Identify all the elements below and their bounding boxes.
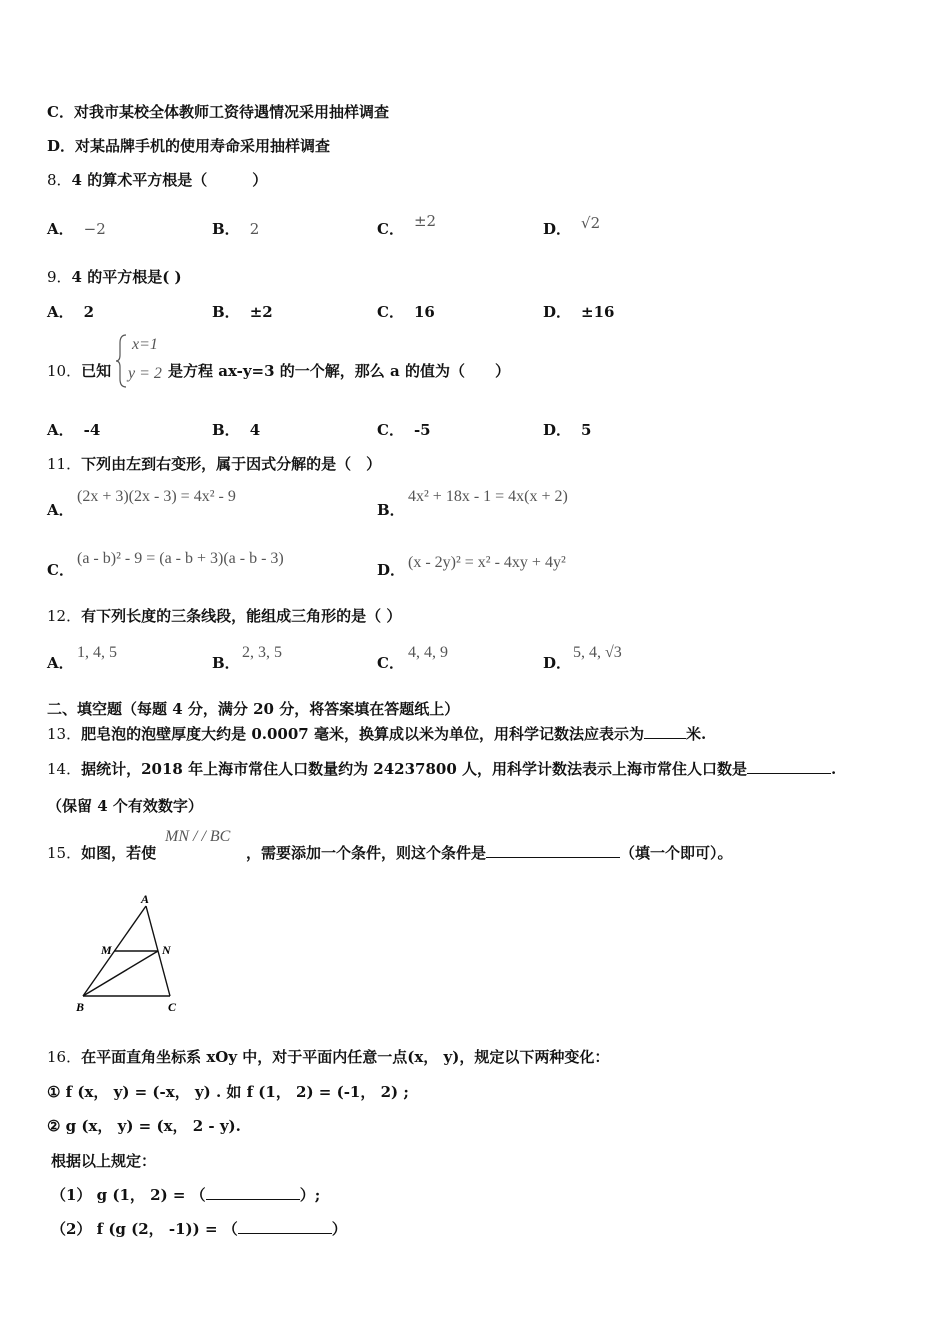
q9-option-a-value: 2 [83, 303, 95, 321]
q15-mid: ，需要添加一个条件，则这个条件是 [246, 844, 487, 862]
q14-answer-blank[interactable] [747, 759, 831, 774]
q9-stem [47, 267, 182, 287]
q9-option-d-label: D． [543, 303, 572, 321]
q15-answer-blank[interactable] [486, 843, 620, 858]
q11-stem [47, 454, 381, 474]
q8-option-b-label: B． [212, 220, 240, 238]
q14-number: 14． [47, 760, 82, 778]
q10-option-c-label: C． [377, 421, 404, 439]
q8-option-c-label: C． [377, 220, 404, 238]
q16-sub-2 [51, 1219, 347, 1239]
q8-option-a-label: A． [47, 220, 74, 238]
q9-option-d-value: ±16 [581, 303, 615, 321]
q10-option-a-value: -4 [83, 421, 101, 439]
q10-option-d-label: D． [543, 421, 572, 439]
q8-number: 8． [47, 171, 72, 189]
q10-pre: 已知 [81, 362, 112, 380]
q10-option-d[interactable] [543, 420, 591, 440]
q16-stem [47, 1047, 609, 1067]
q10-option-c[interactable] [377, 420, 431, 440]
label-b: B [76, 1000, 85, 1014]
q15-pre-line [47, 843, 156, 863]
q10-option-a[interactable] [47, 420, 100, 440]
q15-mid-line [246, 843, 733, 863]
q9-option-d[interactable] [543, 302, 614, 322]
q12-option-d-value: 5, 4, √3 [573, 644, 622, 661]
q12-option-a-value: 1, 4, 5 [77, 644, 117, 661]
q12-option-b-label: B． [212, 654, 240, 672]
q11-option-b-value: 4x² + 18x - 1 = 4x(x + 2) [408, 488, 568, 505]
q11-option-a-value: (2x + 3)(2x - 3) = 4x² - 9 [77, 488, 236, 505]
label-n: N [162, 943, 171, 957]
q8-stem [47, 170, 267, 190]
q10-system-eq1: x=1 [132, 336, 158, 353]
q10-system-eq2: y = 2 [128, 365, 162, 382]
q7-option-d: D．对某品牌手机的使用寿命采用抽样调查 [47, 137, 331, 155]
q14-line [47, 759, 836, 779]
q16-rule-2: ② g (x， y) = (x， 2 - y). [47, 1117, 241, 1135]
label-a: A [141, 892, 150, 906]
q10-option-b[interactable] [212, 420, 260, 440]
q12-number: 12． [47, 607, 82, 625]
q15-math: MN / / BC [165, 828, 231, 845]
q13-answer-blank[interactable] [644, 724, 686, 739]
q8-option-a-value: −2 [83, 220, 106, 238]
q11-text: 下列由左到右变形，属于因式分解的是（ ） [81, 455, 382, 473]
q15-number: 15． [47, 844, 82, 862]
q8-text: 4 的算术平方根是（ ） [71, 171, 268, 189]
q10-option-d-value: 5 [581, 421, 592, 439]
q11-option-c-label: C． [47, 561, 74, 579]
q11-option-d-label: D． [377, 561, 406, 579]
q14-note: （保留 4 个有效数字） [47, 797, 203, 815]
segment-bn [83, 951, 158, 996]
q16-sub-2-pre: （2） f (g (2， -1)) = （ [51, 1220, 238, 1238]
q8-option-d-value: √2 [581, 214, 601, 232]
q16-sub-1-post: ）; [299, 1186, 321, 1204]
q16-sub-1-blank[interactable] [206, 1185, 300, 1200]
label-c: C [168, 1000, 177, 1014]
label-m: M [101, 943, 112, 957]
q16-sub-2-post: ） [331, 1220, 347, 1238]
q11-number: 11． [47, 455, 82, 473]
q16-text: 在平面直角坐标系 xOy 中，对于平面内任意一点(x， y)，规定以下两种变化： [81, 1048, 610, 1066]
q10-option-b-value: 4 [249, 421, 261, 439]
q9-option-c-value: 16 [413, 303, 435, 321]
q11-option-b-label: B． [377, 501, 405, 519]
q10-option-b-label: B． [212, 421, 240, 439]
q13-pre: 肥皂泡的泡壁厚度大约是 0.0007 毫米，换算成以米为单位，用科学记数法应表示为 [81, 725, 644, 743]
q16-number: 16． [47, 1048, 82, 1066]
section-2-heading: 二、填空题（每题 4 分，满分 20 分，将答案填在答题纸上） [47, 700, 460, 718]
q8-option-c-value: ±2 [413, 212, 437, 230]
q9-option-b-value: ±2 [249, 303, 273, 321]
q11-option-d-value: (x - 2y)² = x² - 4xy + 4y² [408, 554, 566, 571]
q14-pre: 据统计，2018 年上海市常住人口数量约为 24237800 人，用科学计数法表示上海市常住人口数是 [81, 760, 748, 778]
q16-sub-1-pre: （1） g (1， 2) = （ [51, 1186, 206, 1204]
q9-text: 4 的平方根是( ) [71, 268, 182, 286]
q14-post: . [831, 760, 837, 778]
q9-option-a-label: A． [47, 303, 74, 321]
q12-option-c-label: C． [377, 654, 404, 672]
q13-line [47, 724, 706, 744]
q12-option-d-label: D． [543, 654, 572, 672]
q16-sub-2-blank[interactable] [238, 1219, 332, 1234]
q12-text: 有下列长度的三条线段，能组成三角形的是（ ） [81, 607, 402, 625]
q9-option-b[interactable] [212, 302, 273, 322]
q11-option-c-value: (a - b)² - 9 = (a - b + 3)(a - b - 3) [77, 550, 284, 567]
q12-option-a-label: A． [47, 654, 74, 672]
q13-post: 米. [685, 725, 707, 743]
q13-number: 13． [47, 725, 82, 743]
q15-post: （填一个即可）。 [620, 844, 733, 862]
q8-option-b-value: 2 [249, 220, 260, 238]
q10-option-a-label: A． [47, 421, 74, 439]
q12-option-c-value: 4, 4, 9 [408, 644, 448, 661]
q9-number: 9． [47, 268, 72, 286]
q10-number-pre [47, 361, 111, 381]
q11-option-a-label: A． [47, 501, 74, 519]
q10-number: 10． [47, 362, 82, 380]
q15-pre: 如图，若使 [81, 844, 157, 862]
q8-option-b[interactable] [212, 219, 259, 239]
q16-sub-1 [51, 1185, 320, 1205]
q8-option-d-label: D． [543, 220, 572, 238]
q12-stem [47, 606, 401, 626]
q9-option-b-label: B． [212, 303, 240, 321]
q7-option-c: C．对我市某校全体教师工资待遇情况采用抽样调查 [47, 103, 389, 121]
q9-option-a[interactable] [47, 302, 94, 322]
q10-post: 是方程 ax-y=3 的一个解，那么 a 的值为（ ） [168, 362, 510, 380]
q9-option-c-label: C． [377, 303, 404, 321]
q16-given: 根据以上规定： [51, 1152, 157, 1170]
q8-option-c[interactable] [377, 212, 437, 239]
q8-option-d[interactable] [543, 214, 601, 239]
q8-option-a[interactable] [47, 219, 106, 239]
q12-option-b-value: 2, 3, 5 [242, 644, 282, 661]
q16-rule-1: ① f (x， y) = (-x， y) . 如 f (1， 2) = (-1， 2) ; [47, 1083, 409, 1101]
q9-option-c[interactable] [377, 302, 435, 322]
q15-triangle-figure [70, 890, 190, 1020]
q10-option-c-value: -5 [413, 421, 431, 439]
